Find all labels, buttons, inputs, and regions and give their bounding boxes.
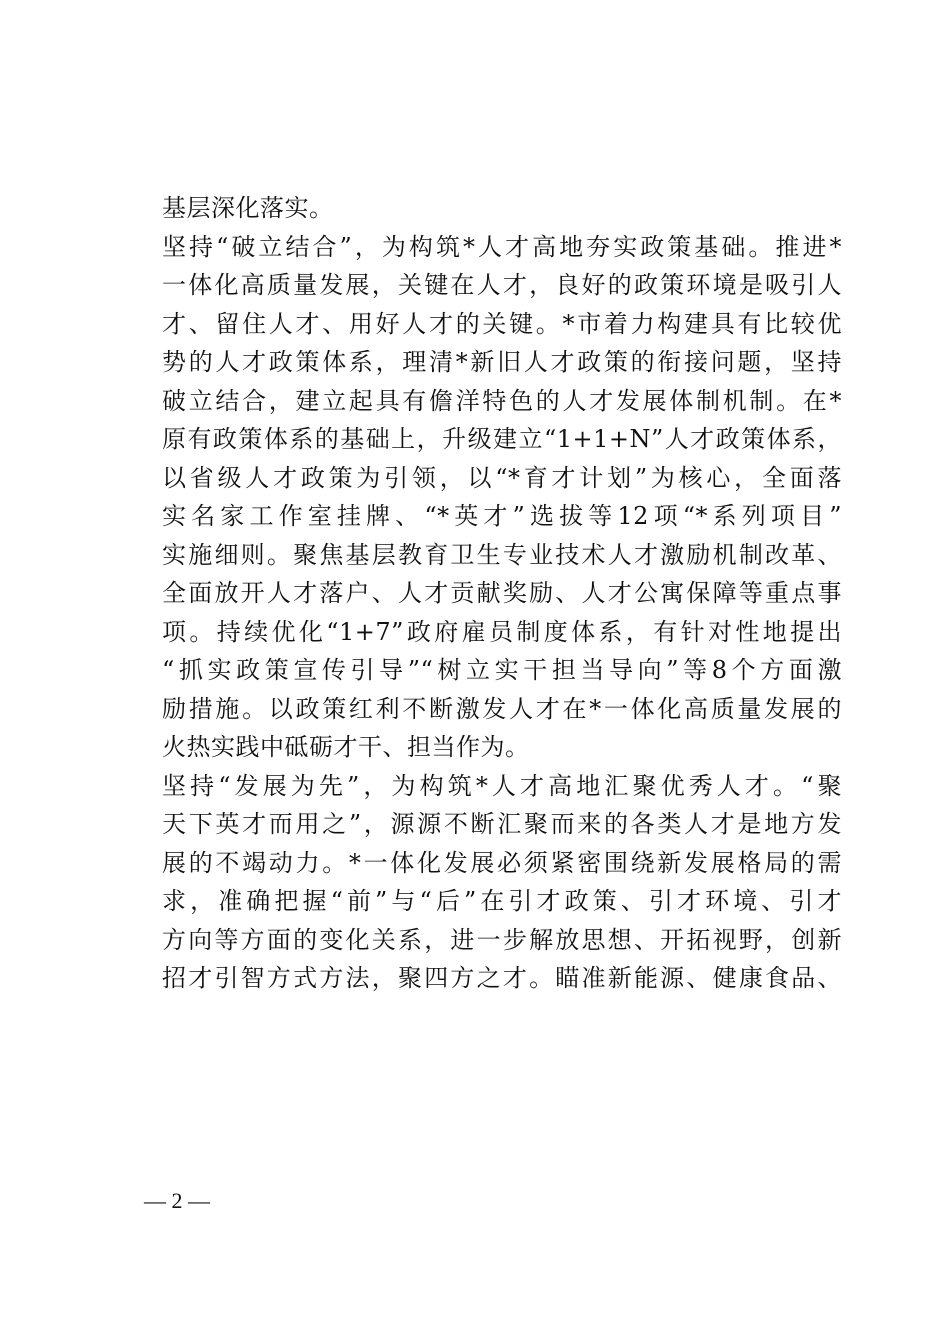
- text-line: 才、留住人才、用好人才的关键。*市着力构建具有比较优: [162, 309, 842, 338]
- text-line: 展的不竭动力。*一体化发展必须紧密围绕新发展格局的需: [162, 848, 842, 877]
- text-line: 实名家工作室挂牌、“*英才”选拔等12项“*系列项目”: [162, 502, 842, 530]
- text-line: 坚持“破立结合”，为构筑*人才高地夯实政策基础。推进*: [162, 232, 842, 261]
- text-line: 势的人才政策体系，理清*新旧人才政策的衔接问题，坚持: [162, 348, 842, 376]
- text-line: 招才引智方式方法，聚四方之才。瞄准新能源、健康食品、: [162, 964, 842, 992]
- text-line: 励措施。以政策红利不断激发人才在*一体化高质量发展的: [162, 694, 842, 723]
- page-number: — 2 —: [144, 1188, 210, 1213]
- text-line: 实施细则。聚焦基层教育卫生专业技术人才激励机制改革、: [162, 540, 842, 569]
- text-line: 全面放开人才落户、人才贡献奖励、人才公寓保障等重点事: [162, 579, 842, 607]
- text-line: 项。持续优化“1+7”政府雇员制度体系，有针对性地提出: [162, 617, 842, 646]
- body-text: [162, 189, 842, 998]
- text-line: 原有政策体系的基础上，升级建立“1+1+N”人才政策体系，: [162, 425, 842, 453]
- text-line: 基层深化落实。: [162, 194, 334, 222]
- text-line: 坚持“发展为先”，为构筑*人才高地汇聚优秀人才。“聚: [162, 771, 842, 800]
- text-line: “抓实政策宣传引导”“树立实干担当导向”等8个方面激: [162, 656, 842, 684]
- text-line: 一体化高质量发展，关键在人才，良好的政策环境是吸引人: [162, 271, 842, 299]
- text-line: 方向等方面的变化关系，进一步解放思想、开拓视野，创新: [162, 925, 842, 954]
- text-line: 破立结合，建立起具有儋洋特色的人才发展体制机制。在*: [162, 386, 842, 415]
- text-line: 以省级人才政策为引领，以“*育才计划”为核心，全面落: [162, 463, 842, 492]
- text-line: 求，准确把握“前”与“后”在引才政策、引才环境、引才: [162, 887, 842, 915]
- text-line: 天下英才而用之”，源源不断汇聚而来的各类人才是地方发: [162, 810, 842, 838]
- text-line: 火热实践中砥砺才干、担当作为。: [162, 733, 530, 761]
